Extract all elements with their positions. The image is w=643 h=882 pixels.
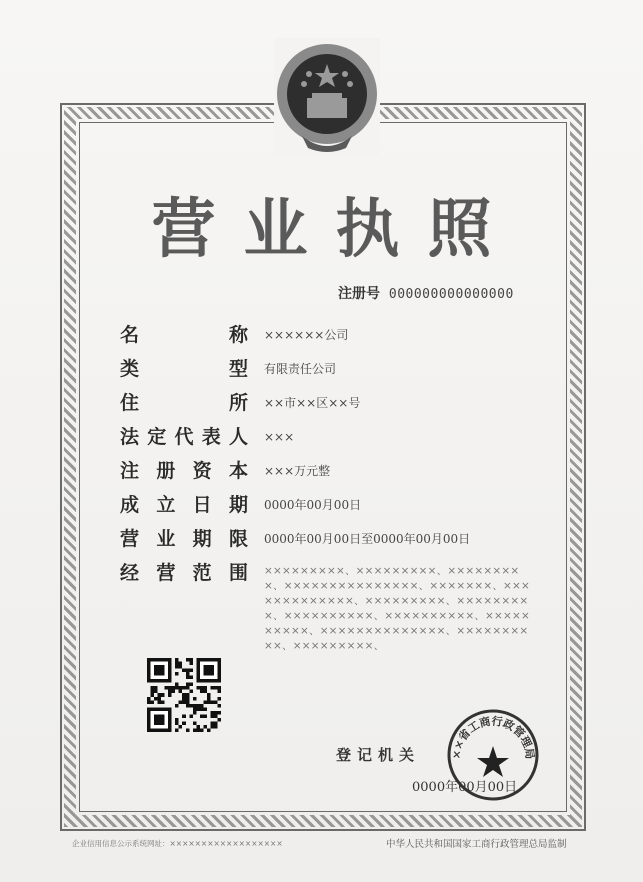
field-row [120,390,550,424]
field-label-char: 类 [120,358,140,380]
field-label-char: 业 [156,528,176,550]
field-label [120,356,248,382]
field-row [120,356,550,390]
seal-text: ××省工商行政管理局 [449,714,537,760]
field-row [120,424,550,458]
field-value: ×××万元整 [264,464,331,478]
field-label-char: 称 [228,324,248,346]
qr-code-icon[interactable] [147,658,221,732]
field-label-char: 法 [120,426,140,448]
field-label-char: 范 [192,562,212,584]
field-label-char: 注 [120,460,140,482]
field-row [120,492,550,526]
business-scope-text: ×××××××××、×××××××××、×××××××××、×××××××××××××××、×××××××、×××××××××××××、×××××××××、×××××××××、××××××××××、××××××××××、××××××××××、××××××××××××××、××××××××××、×××××××××、 [264,565,531,652]
field-label [120,424,248,450]
field-value: 0000年00月00日至0000年00月00日 [264,532,471,546]
field-value: ××××××公司 [264,328,349,342]
registration-value: 000000000000000 [388,287,514,302]
field-label-char: 成 [120,494,140,516]
field-label-char: 代 [174,426,194,448]
field-label-char: 型 [228,358,248,380]
field-value: ××市××区××号 [264,396,361,410]
field-label [120,322,248,348]
field-label-char: 经 [120,562,140,584]
field-row [120,458,550,492]
field-label-char: 表 [201,426,221,448]
field-label-char: 围 [228,562,248,584]
field-value: 0000年00月00日 [264,498,362,512]
field-label [120,560,248,586]
footer-website-note: 企业信用信息公示系统网址：×××××××××××××××××× [72,839,283,848]
field-value: 有限责任公司 [264,362,337,376]
document-title: 营业执照 [151,192,520,267]
field-label-char: 期 [192,528,212,550]
field-value: ××× [264,430,295,444]
field-label-char: 限 [228,528,248,550]
official-seal-icon [446,708,540,802]
field-label [120,458,248,484]
field-label-char: 日 [192,494,212,516]
field-label-char: 住 [120,392,140,414]
field-row [120,322,550,356]
registration-label: 注册号 [338,286,380,302]
field-label-char: 资 [192,460,212,482]
field-label-char: 营 [120,528,140,550]
issue-date: 0000年00月00日 [412,780,518,795]
field-row [120,526,550,560]
registration-number [338,282,514,308]
field-label-char: 所 [228,392,248,414]
field-label-char: 名 [120,324,140,346]
field-label-char: 期 [228,494,248,516]
field-label [120,390,248,416]
license-fields [120,322,550,594]
field-label [120,526,248,552]
footer-issuer: 中华人民共和国国家工商行政管理总局监制 [386,839,567,850]
field-label-char: 营 [156,562,176,584]
field-label [120,492,248,518]
field-label-char: 定 [147,426,167,448]
national-emblem-icon [274,38,380,156]
registration-authority-label: 登记机关 [336,746,421,764]
field-label-char: 册 [156,460,176,482]
field-label-char: 立 [156,494,176,516]
field-label-char: 本 [228,460,248,482]
field-label-char: 人 [228,426,248,448]
